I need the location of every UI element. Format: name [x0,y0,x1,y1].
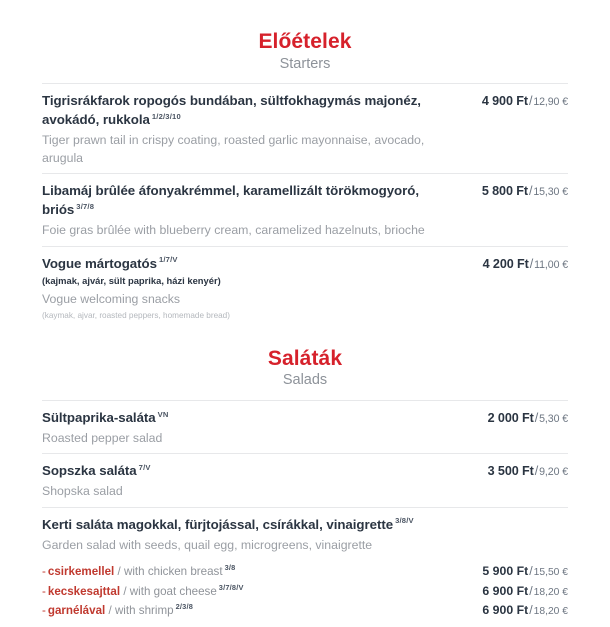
price-huf: 4 200 Ft [482,256,529,271]
menu-item-name-hu: Libamáj brûlée áfonyakrémmel, karamellizált törökmogyoró, briós $^{3/7/8}$ [42,183,419,218]
price-huf: 5 900 Ft [482,564,529,579]
price-separator: / [529,583,533,598]
allergen-codes: 3/8/V [395,516,414,526]
menu-item-name-hu: Vogue mártogatós $^{1/7/V}$ [42,255,178,271]
price-eur: 5,30 € [539,412,568,425]
price-huf: 2 000 Ft [487,410,534,425]
menu-item-name-hu: Tigrisrákfarok ropogós bundában, sültfokhagymás majonéz, avokádó, rukkola $^{1/2/3/10}$ [42,93,421,128]
menu-item-name-hu: Kerti saláta magokkal, fürjtojással, csírákkal, vinaigrette $^{3/8/V}$ [42,516,414,532]
variant-label [42,601,193,620]
menu-item-name-hu: Sültpaprika-saláta $^{VN}$ [42,409,169,425]
menu-item-name-en: Tiger prawn tail in crispy coating, roasted garlic mayonnaise, avocado, arugula [42,133,425,165]
price-separator: / [529,256,534,271]
menu-item-name-en: Vogue welcoming snacks [42,291,181,306]
variant-name-hu: kecskesajttal [47,584,121,598]
allergen-codes: 2/3/8 [175,602,194,612]
menu-item-name-hu: Sopszka saláta $^{7/V}$ [42,462,151,479]
variant-row[interactable] [42,601,568,620]
section-header-salads [42,347,568,390]
variant-price [482,582,568,601]
variant-price [482,562,568,581]
menu-item-price [488,464,568,478]
menu-item-name-en: Roasted pepper salad [42,430,163,445]
variant-name-en: with shrimp [114,604,174,618]
variant-name-en: with chicken breast [123,565,223,579]
price-eur: 9,20 € [539,466,568,479]
variant-name-hu: garnélával [47,604,106,618]
price-huf: 4 900 Ft [481,94,528,109]
variant-separator: / [123,584,127,598]
allergen-codes: VN [157,409,169,419]
allergen-codes: 3/8 [224,563,236,573]
menu-item-subtitle-en: (kaymak, ajvar, roasted peppers, homemade bread) [42,311,230,321]
price-eur: 15,30 € [533,186,568,199]
allergen-codes: 1/7/V [158,255,178,265]
menu-item-variants [42,562,568,620]
menu-item[interactable] [42,453,568,506]
variant-dash: - [42,565,46,579]
variant-separator: / [117,565,121,579]
menu-item-subtitle-hu: (kajmak, ajvár, sült paprika, házi kenyér) [42,274,221,286]
variant-separator: / [108,604,112,618]
price-huf: 6 900 Ft [482,603,529,618]
section-header-starters [42,30,568,73]
price-separator: / [528,184,533,199]
menu-item-price [483,257,568,271]
price-separator: / [534,464,539,479]
menu-section-salads [42,329,568,627]
variant-label [42,562,235,581]
menu-item[interactable] [42,173,568,245]
menu-item-price [488,411,568,425]
menu-section-starters [42,26,568,329]
price-huf: 6 900 Ft [482,583,529,598]
section-title-en: Starters [279,55,331,72]
variant-dash: - [42,604,46,618]
menu-item[interactable] [42,507,568,627]
menu-item-name-en: Shopska salad [42,484,123,499]
price-eur: 15,50 € [533,567,568,579]
variant-label [42,582,244,601]
menu-item-price [482,94,568,108]
price-separator: / [529,603,533,618]
allergen-codes: 3/7/8/V [218,582,244,592]
price-eur: 18,20 € [533,586,568,598]
menu-item[interactable] [42,83,568,173]
price-separator: / [534,410,539,425]
variant-row[interactable] [42,582,568,601]
menu-item[interactable] [42,246,568,329]
price-eur: 11,00 € [534,258,568,271]
allergen-codes: 3/7/8 [76,201,95,211]
price-huf: 5 800 Ft [481,184,528,199]
allergen-codes: 1/2/3/10 [151,111,181,121]
price-eur: 12,90 € [533,96,568,109]
variant-name-en: with goat cheese [129,584,217,598]
variant-row[interactable] [42,562,568,581]
allergen-codes: 7/V [138,462,151,472]
price-separator: / [528,94,533,109]
variant-price [482,601,568,620]
variant-dash: - [42,584,46,598]
section-title-hu: Előételek [258,30,352,53]
menu-item[interactable] [42,400,568,453]
menu-item-name-en: Foie gras brûlée with blueberry cream, caramelized hazelnuts, brioche [42,223,425,238]
section-title-hu: Saláták [267,346,343,370]
menu-item-price [482,184,568,198]
variant-name-hu: csirkemellel [47,565,115,579]
price-eur: 18,20 € [533,606,568,618]
menu-item-name-en: Garden salad with seeds, quail egg, microgreens, vinaigrette [42,537,373,552]
section-title-en: Salads [282,372,328,389]
price-separator: / [529,564,533,579]
price-huf: 3 500 Ft [487,464,534,479]
